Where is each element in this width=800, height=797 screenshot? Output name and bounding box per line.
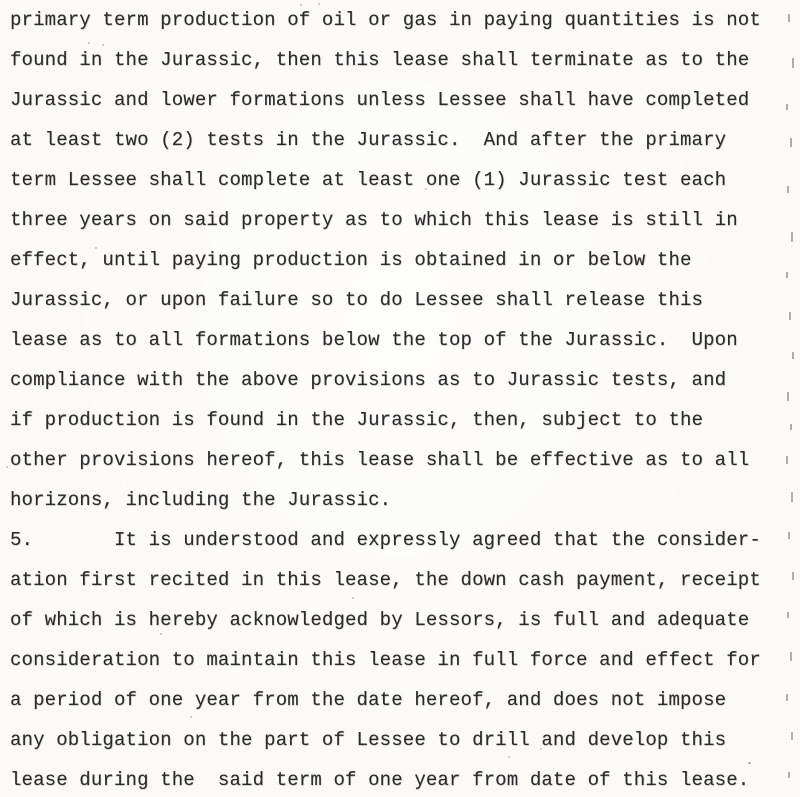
scan-edge-artifact	[790, 424, 792, 430]
document-line: primary term production of oil or gas in paying quantities is not	[10, 9, 761, 31]
document-line: three years on said property as to which this lease is still in	[10, 209, 738, 231]
scan-edge-artifact	[786, 104, 788, 110]
scan-speck	[102, 44, 104, 46]
document-line: effect, until paying production is obtained in or below the	[10, 249, 692, 271]
scan-edge-artifact	[792, 58, 794, 68]
scan-speck	[160, 633, 162, 635]
scan-speck	[95, 247, 97, 249]
scan-speck	[425, 188, 427, 190]
scan-speck	[190, 716, 192, 718]
scan-speck	[540, 748, 542, 750]
scan-edge-artifact	[791, 732, 793, 740]
scan-edge-artifact	[789, 312, 791, 320]
scan-edge-artifact	[788, 14, 790, 22]
scan-edge-artifact	[791, 492, 793, 502]
document-line: horizons, including the Jurassic.	[10, 489, 392, 511]
document-line: any obligation on the part of Lessee to drill and develop this	[10, 729, 727, 751]
scan-edge-artifact	[787, 186, 789, 193]
document-line: consideration to maintain this lease in full force and effect for	[10, 649, 761, 671]
document-line: of which is hereby acknowledged by Lessors, is full and adequate	[10, 609, 750, 631]
scan-edge-artifact	[786, 694, 788, 701]
document-line-paragraph-5: 5. It is understood and expressly agreed that the consider-	[10, 529, 761, 551]
scan-edge-artifact	[788, 532, 790, 539]
scan-speck	[6, 466, 8, 468]
scan-edge-artifact	[787, 392, 789, 401]
scan-edge-artifact	[788, 772, 790, 778]
scan-edge-artifact	[791, 232, 793, 242]
scan-speck	[88, 42, 90, 44]
scan-edge-artifact	[786, 272, 788, 278]
scan-speck	[300, 4, 302, 6]
document-line: lease during the said term of one year from date of this lease.	[10, 769, 750, 791]
scan-edge-artifact	[790, 138, 792, 147]
scan-speck	[604, 338, 606, 340]
document-line: other provisions hereof, this lease shall be effective as to all	[10, 449, 750, 471]
scan-speck	[748, 762, 751, 764]
scan-edge-artifact	[792, 572, 794, 580]
scan-edge-artifact	[787, 612, 789, 618]
document-line: compliance with the above provisions as to Jurassic tests, and	[10, 369, 727, 391]
document-line: Jurassic, or upon failure so to do Lessee shall release this	[10, 289, 704, 311]
document-line: ation first recited in this lease, the down cash payment, receipt	[10, 569, 761, 591]
scan-speck	[508, 756, 510, 758]
scan-edge-artifact	[786, 456, 788, 464]
document-line: lease as to all formations below the top of the Jurassic. Upon	[10, 329, 738, 351]
scan-speck	[318, 3, 320, 5]
scan-edge-artifact	[792, 352, 794, 359]
scan-edge-artifact	[790, 652, 792, 661]
document-line: if production is found in the Jurassic, then, subject to the	[10, 409, 704, 431]
scan-speck	[352, 597, 354, 599]
document-line: at least two (2) tests in the Jurassic. And after the primary	[10, 129, 727, 151]
document-line: a period of one year from the date hereof, and does not impose	[10, 689, 727, 711]
document-line: found in the Jurassic, then this lease shall terminate as to the	[10, 49, 750, 71]
document-line: Jurassic and lower formations unless Lessee shall have completed	[10, 89, 750, 111]
document-line: term Lessee shall complete at least one (1) Jurassic test each	[10, 169, 727, 191]
